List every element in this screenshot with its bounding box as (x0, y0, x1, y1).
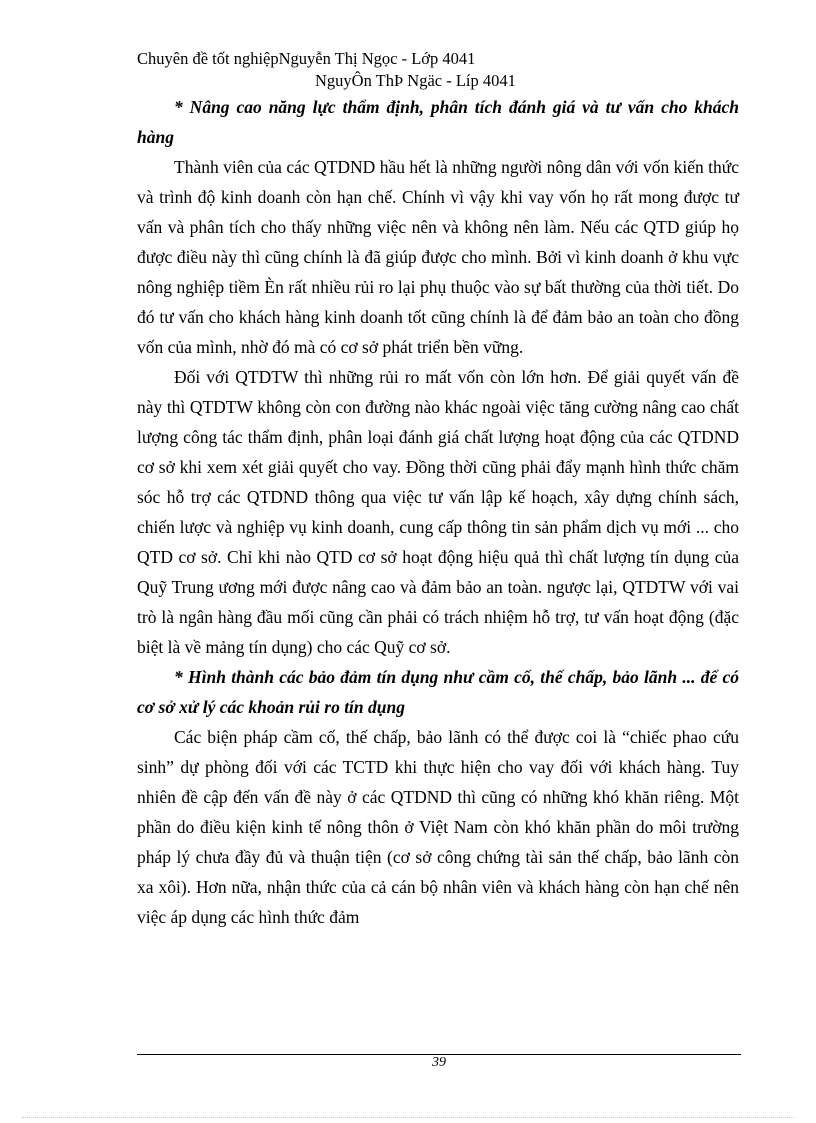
body-text (137, 92, 739, 932)
section-heading: * Hình thành các bảo đảm tín dụng như cầm cố, thế chấp, bảo lãnh ... để có cơ sở xử lý các khoản rủi ro tín dụng (137, 667, 739, 717)
page-edge-divider (22, 1117, 794, 1118)
header-line-1: Chuyên đề tốt nghiệpNguyễn Thị Ngọc - Lớp 4041 (137, 49, 476, 68)
section-heading: * Nâng cao năng lực thẩm định, phân tích đánh giá và tư vấn cho khách hàng (137, 97, 739, 147)
running-header (137, 48, 737, 92)
header-line-2: NguyÔn ThÞ Ngäc - Líp 4041 (315, 71, 516, 90)
page-number: 39 (432, 1055, 446, 1070)
paragraph: Thành viên của các QTDND hầu hết là những người nông dân với vốn kiến thức và trình độ kinh doanh còn hạn chế. Chính vì vậy khi vay vốn họ rất mong được tư vấn và phân tích cho thấy những việc nên và không nên làm. Nếu các QTD giúp họ được điều này thì cũng chính là đã giúp được cho mình. Bởi vì kinh doanh ở khu vực nông nghiệp tiềm Èn rất nhiều rủi ro lại phụ thuộc vào sự bất thường của thời tiết. Do đó tư vấn cho khách hàng kinh doanh tốt cũng chính là để đảm bảo an toàn cho đồng vốn của mình, nhờ đó mà có cơ sở phát triển bền vững. (137, 157, 739, 357)
paragraph: Đối với QTDTW thì những rủi ro mất vốn còn lớn hơn. Để giải quyết vấn đề này thì QTDTW không còn con đường nào khác ngoài việc tăng cường nâng cao chất lượng công tác thẩm định, phân loại đánh giá chất lượng hoạt động của các QTDND cơ sở khi xem xét giải quyết cho vay. Đồng thời cũng phải đẩy mạnh hình thức chăm sóc hỗ trợ các QTDND thông qua việc tư vấn lập kế hoạch, xây dựng chính sách, chiến lược và nghiệp vụ kinh doanh, cung cấp thông tin sản phẩm dịch vụ mới ... cho QTD cơ sở. Chỉ khi nào QTD cơ sở hoạt động hiệu quả thì chất lượng tín dụng của Quỹ Trung ương mới được nâng cao và đảm bảo an toàn. ngược lại, QTDTW với vai trò là ngân hàng đầu mối cũng cần phải có trách nhiệm hỗ trợ, tư vấn hoạt động (đặc biệt là về mảng tín dụng) cho các Quỹ cơ sở. (137, 367, 739, 657)
paragraph: Các biện pháp cầm cố, thế chấp, bảo lãnh có thể được coi là “chiếc phao cứu sinh” dự phòng đối với các TCTD khi thực hiện cho vay đối với khách hàng. Tuy nhiên đề cập đến vấn đề này ở các QTDND thì cũng có những khó khăn riêng. Một phần do điều kiện kinh tế nông thôn ở Việt Nam còn khó khăn phần do môi trường pháp lý chưa đầy đủ và thuận tiện (cơ sở công chứng tài sản thế chấp, bảo lãnh còn xa xôi). Hơn nữa, nhận thức của cả cán bộ nhân viên và khách hàng còn hạn chế nên việc áp dụng các hình thức đảm (137, 727, 739, 927)
